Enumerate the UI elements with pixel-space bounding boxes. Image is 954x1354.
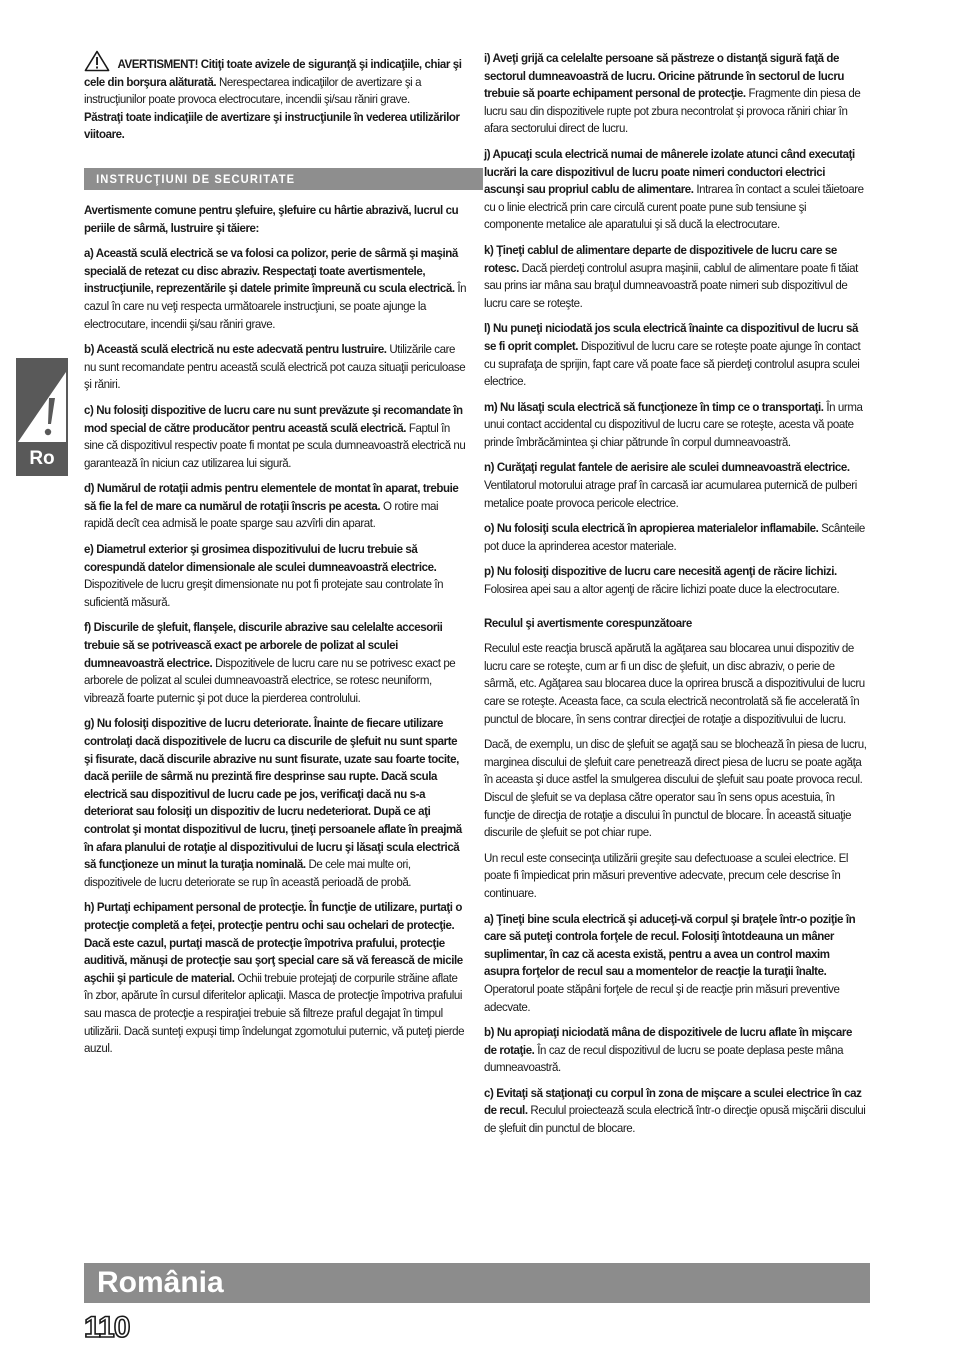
list-item: [484, 459, 867, 512]
keep-instructions: [84, 109, 467, 144]
item-bold: m) Nu lăsaţi scula electrică să funcţioneze în timp ce o transportaţi.: [484, 399, 824, 414]
recoil-item: [484, 911, 867, 1017]
list-item: [484, 50, 867, 138]
recoil-item: [484, 1024, 867, 1077]
warning-text: Nerespectarea indicaţiilor de avertizare şi a instrucţiunilor poate provoca electrocutare, incendii şi/sau răniri grave.: [84, 74, 422, 107]
recoil-paragraph: Un recul este consecinţa utilizării greşite sau defectuoase a sculei electrice. El poate fi împiedicat prin măsuri preventive adecvate, precum cele descrise în continuare.: [484, 850, 849, 900]
recoil-paragraph: Reculul este reacţia bruscă apărută la agăţarea sau blocarea unui dispozitiv de lucru care se roteşte, cum ar fi un disc de şlefuit, un disc abraziv, o perie de sârmă, etc. Agăţarea sau blocarea duce la oprirea bruscă a dispozitivului de lucru care se roteşte. Aceasta face, ca scula electrică necontrolată să fie accelerată în punctul de blocare, în sens contrar direcţiei de rotaţie a dispozitivului de lucru.: [484, 641, 865, 726]
recoil-paragraph: Dacă, de exemplu, un disc de şlefuit se agaţă sau se blochează în piesa de lucru, marginea discului de şlefuit care penetrează direct piesa de lucru se poate agăţa în aceasta şi duce astfel la smulgerea discului de şlefuit sau poate provoca recul. Discul de şlefuit se va deplasa către operator sau în sens opus acestuia, în funcţie de direcţia de rotaţie a discului în punctul de blocare. În această situaţie discurile de şlefuit se pot chiar rupe.: [484, 737, 867, 840]
item-text: Dispozitivele de lucru care nu se potrivesc exact pe arborele de polizat al sculei dumneavoastră electrice, se rotesc neuniform, vibrează foarte puternic şi pot duce la pierderea controlului.: [84, 655, 456, 705]
item-text: Ventilatorul motorului atrage praf în carcasă iar acumularea puternică de pulberi metalice poate provoca pericole electrice.: [484, 478, 857, 510]
item-text: De cele mai multe ori, dispozitivele de lucru deteriorate se rup în această perioadă de probă.: [84, 857, 412, 889]
item-text: În cazul în care nu veţi respecta următoarele instrucţiuni, se poate ajunge la electrocutare, incendii şi/sau răniri grave.: [84, 281, 467, 331]
left-column: [84, 50, 467, 1066]
list-item: [84, 480, 467, 533]
list-item: [484, 146, 867, 234]
page-number: 110: [84, 1311, 130, 1344]
warning-block: [84, 50, 467, 144]
list-item: [484, 242, 867, 312]
item-bold: l) Nu puneţi niciodată jos scula electrică înainte ca dispozitivul de lucru să se fi oprit complet.: [484, 321, 858, 353]
item-text: Ochii trebuie protejaţi de corpurile străine aflate în zbor, apărute în cursul diferitelor aplicaţii. Masca de protecţie împotriva prafului sau masca de protecţie a respiraţiei trebuie să filtreze praful degajat în timpul utilizării. Dacă sunteţi expuşi timp îndelungat zgomotului puternic, vă puteţi pierde auzul.: [84, 970, 465, 1056]
list-item: [84, 402, 467, 472]
item-bold: o) Nu folosiţi scula electrică în apropierea materialelor inflamabile.: [484, 521, 819, 536]
item-bold: g) Nu folosiţi dispozitive de lucru deteriorate. Înainte de fiecare utilizare controlaţi dacă dispozitivele de lucru ca discurile de şlefuit nu sunt sparte şi fisurate, dacă discurile abrazive nu sunt fisurate, uzate sau foarte tocite, dacă periile de sârmă nu prezintă fire desprinse sau rupte. Dacă scula electrică sau dispozitivul de lucru cade pe jos, verificaţi dacă nu s-a deteriorat sau folosiţi un dispozitiv de lucru nedeteriorat. După ce aţi controlat şi montat dispozitivul de lucru, ţineţi persoanele aflate în preajmă în afara planului de rotaţie al dispozitivului de lucru şi lăsaţi scula electrică să funcţioneze un minut la turaţia nominală.: [84, 716, 462, 872]
keep-instructions-text: Păstraţi toate indicaţiile de avertizare şi instrucţiunile în vederea utilizărilor viitoare.: [84, 109, 460, 142]
item-bold: h) Purtaţi echipament personal de protecţie. În funcţie de utilizare, purtaţi o protecţie completă a feţei, protecţie pentru ochi sau ochelari de protecţie. Dacă este cazul, purtaţi mască de protecţie împotriva prafului, protecţie auditivă, mănuşi de protecţie sau şorţ special care să vă ferească de micile aşchii şi particule de material.: [84, 900, 463, 985]
item-bold: j) Apucaţi scula electrică numai de mânerele izolate atunci când executaţi lucrări la care dispozitivul de lucru poate nimeri conductori electrici ascunşi sau propriul cablu de alimentare.: [484, 146, 855, 197]
item-bold: a) Ţineţi bine scula electrică şi aduceţi-vă corpul şi braţele într-o poziţie în care să puteţi controla forţele de recul. Folosiţi întotdeauna un mâner suplimentar, în caz că acesta există, pentru a avea un control maxim asupra forţelor de recul sau a momentelor de reacţie la turaţii înalte.: [484, 911, 856, 979]
item-text: În urma unui contact accidental cu dispozitivul de lucru care se roteşte, acesta vă poate prinde îmbrăcămintea şi chiar pătrunde în corpul dumneavoastră.: [484, 399, 863, 449]
recoil-item: [484, 1085, 867, 1138]
item-bold: n) Curăţaţi regulat fantele de aerisire ale sculei dumneavoastră electrice.: [484, 460, 850, 475]
warning-paragraph: [84, 50, 467, 109]
list-item: [84, 541, 467, 611]
intro: [84, 202, 467, 237]
item-bold: a) Această sculă electrică se va folosi ca polizor, perie de sârmă şi maşină specială de retezat cu disc abraziv. Respectaţi toate avertismentele, instrucţiunile, reprezentările şi datele primite împreună cu scula electrică.: [84, 246, 458, 296]
footer-language: România: [97, 1266, 224, 1299]
item-bold: p) Nu folosiţi dispozitive de lucru care necesită agenţi de răcire lichizi.: [484, 564, 837, 579]
intro-text: Avertismente comune pentru şlefuire, şlefuire cu hârtie abrazivă, lucrul cu periile de sârmă, lustruire şi tăiere:: [84, 202, 459, 235]
list-item: [84, 619, 467, 707]
section-header: INSTRUCŢIUNI DE SECURITATE: [84, 168, 483, 190]
warning-exclamation-icon: [16, 358, 68, 444]
warning-triangle-icon: [84, 50, 110, 72]
list-item: [484, 563, 867, 598]
item-text: Dacă pierdeţi controlul asupra maşinii, cablul de alimentare poate fi tăiat sau prins iar mâna sau braţul dumneavoastră poate nimeri sub dispozitivul de lucru care se roteşte.: [484, 260, 858, 310]
list-item: [84, 245, 467, 333]
item-bold: b) Această sculă electrică nu este adecvată pentru lustruire.: [84, 342, 387, 357]
item-bold: c) Nu folosiţi dispozitive de lucru care nu sunt prevăzute şi recomandate în mod special de către producător pentru această sculă electrică.: [84, 402, 463, 435]
list-item: [484, 320, 867, 390]
item-text: În caz de recul dispozitivul de lucru se poate deplasa peste mâna dumneavoastră.: [484, 1042, 844, 1075]
list-item: [84, 715, 467, 891]
item-text: Dispozitivul de lucru care se roteşte poate ajunge în contact cu suprafaţa de sprijin, fapt care vă poate face să pierdeţi controlul asupra sculei electrice.: [484, 338, 861, 389]
item-bold: c) Evitaţi să staţionaţi cu corpul în zona de mişcare a sculei electrice în caz de recul.: [484, 1085, 862, 1118]
item-text: Scânteile pot duce la aprinderea acestor materiale.: [484, 521, 865, 553]
warning-bold: AVERTISMENT! Citiţi toate avizele de siguranţă şi indicaţiile, chiar şi cele din borşura alăturată.: [84, 57, 462, 89]
item-text: Reculul proiectează scula electrică într-o direcţie opusă mişcării discului de şlefuit din punctul de blocare.: [484, 1103, 866, 1136]
list-item: [484, 520, 867, 555]
right-column: [484, 50, 867, 1146]
item-bold: e) Diametrul exterior şi grosimea dispozitivului de lucru trebuie să corespundă datelor dimensionale ale sculei dumneavoastră electrice.: [84, 542, 437, 574]
recoil-heading: Reculul şi avertismente corespunzătoare: [484, 615, 692, 630]
footer-language-bar: [84, 1263, 870, 1303]
item-text: Folosirea apei sau a altor agenţi de răcire lichizi poate duce la electrocutare.: [484, 582, 840, 597]
list-item: [484, 399, 867, 452]
language-code: Ro: [29, 448, 55, 469]
item-bold: b) Nu apropiaţi niciodată mâna de dispozitivele de lucru aflate în mişcare de rotaţie.: [484, 1025, 852, 1057]
item-bold: i) Aveţi grijă ca celelalte persoane să păstreze o distanţă sigură faţă de sectorul dumneavoastră de lucru. Oricine pătrunde în sectorul de lucru trebuie să poarte echipament personal de protecţie.: [484, 51, 845, 101]
item-text: Operatorul poate stăpâni forţele de recul şi de reacţie prin măsuri preventive adecvate.: [484, 981, 840, 1014]
side-language-tab: [16, 358, 68, 476]
list-item: [84, 899, 467, 1057]
item-text: Intrarea în contact a sculei tăietoare cu o linie electrică prin care circulă curent poate pune sub tensiune şi componente metalice ale aparatului şi să ducă la electrocutare.: [484, 182, 864, 232]
item-bold: f) Discurile de şlefuit, flanşele, discurile abrazive sau celelalte accesorii trebuie să se potrivească exact pe arborele de polizat al sculei dumneavoastră electrice.: [84, 620, 443, 670]
item-text: Utilizările care nu sunt recomandate pentru această sculă electrică pot cauza situaţii periculoase şi răniri.: [84, 342, 466, 392]
list-item: [84, 341, 467, 394]
item-bold: k) Ţineţi cablul de alimentare departe de dispozitivele de lucru care se rotesc.: [484, 242, 837, 275]
item-text: Fragmente din piesa de lucru sau din dispozitivele rupte pot zbura necontrolat şi provoca răniri chiar în afara sectorului direct de lucru.: [484, 86, 861, 136]
item-text: Faptul în sine că dispozitivul respectiv poate fi montat pe scula dumneavoastră electrică nu garantează în niciun caz utilizarea lui sigură.: [84, 420, 466, 470]
item-bold: d) Numărul de rotaţii admis pentru elementele de montat în aparat, trebuie să fie la fel de mare ca numărul de rotaţii înscris pe acesta.: [84, 481, 459, 513]
item-text: O rotire mai rapidă decît cea admisă le poate sparge sau azvîrli din aparat.: [84, 498, 439, 531]
item-text: Dispozitivele de lucru greşit dimensionate nu pot fi protejate sau controlate în suficientă măsură.: [84, 577, 444, 609]
